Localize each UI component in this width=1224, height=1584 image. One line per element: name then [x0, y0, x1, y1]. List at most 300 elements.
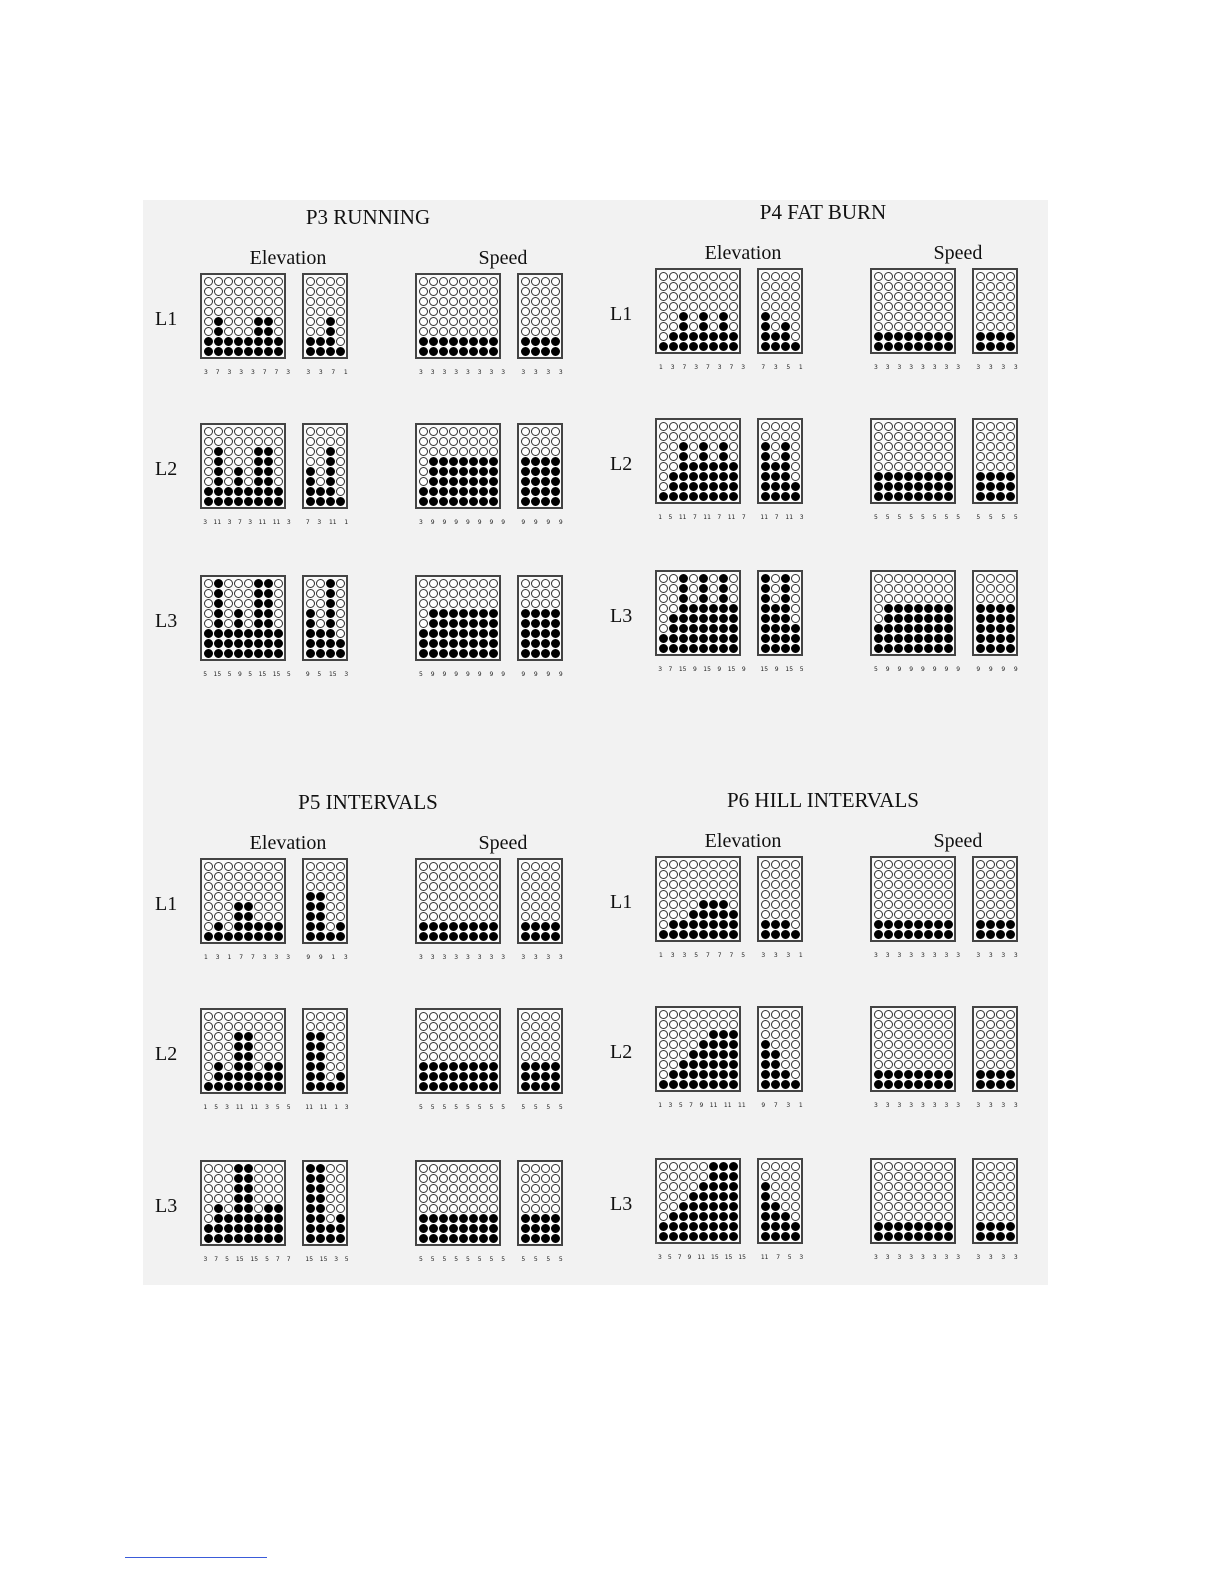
level-dot — [914, 452, 923, 461]
level-dot — [771, 1182, 780, 1191]
level-dot — [551, 589, 560, 598]
level-dot — [791, 880, 800, 889]
level-dot — [489, 922, 498, 931]
level-dot — [976, 1182, 985, 1191]
level-dot — [439, 892, 448, 901]
level-dot — [781, 890, 790, 899]
level-dot — [521, 1042, 530, 1051]
segment-value: 7 — [717, 514, 722, 521]
level-dot — [306, 912, 315, 921]
level-dot — [316, 882, 325, 891]
level-dot — [469, 599, 478, 608]
level-dot — [469, 1224, 478, 1233]
level-dot — [659, 644, 668, 653]
level-dot — [944, 1172, 953, 1181]
level-dot — [326, 1164, 335, 1173]
level-dot — [551, 1032, 560, 1041]
level-dot — [204, 327, 213, 336]
level-dot — [996, 1070, 1005, 1079]
level-dot — [986, 1020, 995, 1029]
level-dot — [924, 900, 933, 909]
level-dot — [874, 1060, 883, 1069]
level-dot — [551, 912, 560, 921]
level-dot — [316, 1174, 325, 1183]
level-dot — [996, 1050, 1005, 1059]
level-label: L2 — [610, 453, 633, 475]
speed-values — [870, 364, 964, 371]
level-dot — [521, 1214, 530, 1223]
level-dot — [874, 1192, 883, 1201]
segment-value: 11 — [305, 1104, 314, 1111]
level-dot — [791, 890, 800, 899]
level-dot — [709, 322, 718, 331]
segment-value: 1 — [658, 952, 663, 959]
level-dot — [771, 1030, 780, 1039]
level-dot — [479, 1062, 488, 1071]
level-dot — [214, 882, 223, 891]
level-dot — [771, 282, 780, 291]
level-dot — [204, 1184, 213, 1193]
level-dot — [459, 1194, 468, 1203]
level-dot — [924, 890, 933, 899]
level-dot — [689, 282, 698, 291]
level-dot — [439, 317, 448, 326]
segment-value: 3 — [761, 952, 766, 959]
level-dot — [419, 619, 428, 628]
level-dot — [944, 1222, 953, 1231]
level-dot — [531, 427, 540, 436]
segment-value: 5 — [741, 952, 746, 959]
level-dot — [224, 649, 233, 658]
level-dot — [894, 302, 903, 311]
segment-value: 3 — [885, 952, 890, 959]
segment-value: 5 — [558, 1104, 563, 1111]
level-dot — [874, 442, 883, 451]
level-dot — [479, 477, 488, 486]
speed-grid-end — [517, 1160, 563, 1246]
level-dot — [884, 422, 893, 431]
level-dot — [934, 1040, 943, 1049]
level-dot — [459, 932, 468, 941]
level-dot — [254, 872, 263, 881]
level-dot — [719, 432, 728, 441]
level-dot — [791, 1040, 800, 1049]
level-dot — [254, 287, 263, 296]
level-dot — [459, 912, 468, 921]
level-dot — [224, 337, 233, 346]
level-dot — [419, 1032, 428, 1041]
level-dot — [771, 1040, 780, 1049]
level-dot — [771, 1010, 780, 1019]
segment-value: 3 — [944, 1254, 949, 1261]
segment-value: 5 — [873, 666, 878, 673]
segment-value: 7 — [682, 364, 687, 371]
level-dot — [699, 890, 708, 899]
level-dot — [531, 1164, 540, 1173]
level-dot — [944, 860, 953, 869]
segment-value: 11 — [272, 519, 281, 526]
level-dot — [541, 1082, 550, 1091]
speed-grid-end — [972, 1006, 1018, 1092]
level-dot — [439, 579, 448, 588]
level-dot — [709, 870, 718, 879]
level-dot — [894, 1070, 903, 1079]
segment-value: 9 — [430, 671, 435, 678]
segment-value: 9 — [305, 671, 310, 678]
level-dot — [689, 900, 698, 909]
level-dot — [459, 599, 468, 608]
level-dot — [489, 892, 498, 901]
level-dot — [771, 1060, 780, 1069]
level-dot — [479, 599, 488, 608]
level-dot — [234, 649, 243, 658]
level-dot — [489, 277, 498, 286]
segment-value: 3 — [418, 954, 423, 961]
level-dot — [976, 614, 985, 623]
segment-value: 9 — [687, 1254, 692, 1261]
level-dot — [894, 442, 903, 451]
segment-value: 3 — [225, 1104, 229, 1111]
level-dot — [204, 1082, 213, 1091]
level-dot — [904, 332, 913, 341]
level-dot — [689, 482, 698, 491]
level-dot — [719, 1182, 728, 1191]
level-dot — [429, 317, 438, 326]
segment-value: 5 — [873, 514, 878, 521]
level-dot — [336, 902, 345, 911]
level-dot — [699, 860, 708, 869]
level-dot — [234, 902, 243, 911]
segment-value: 3 — [944, 952, 949, 959]
level-dot — [274, 912, 283, 921]
level-dot — [489, 457, 498, 466]
level-dot — [934, 1080, 943, 1089]
level-dot — [541, 922, 550, 931]
level-dot — [439, 639, 448, 648]
level-dot — [429, 1164, 438, 1173]
level-dot — [709, 1030, 718, 1039]
level-dot — [306, 892, 315, 901]
level-dot — [679, 1222, 688, 1231]
level-dot — [224, 609, 233, 618]
level-dot — [894, 1182, 903, 1191]
level-dot — [214, 922, 223, 931]
level-dot — [214, 1184, 223, 1193]
level-dot — [719, 594, 728, 603]
level-dot — [204, 1042, 213, 1051]
elevation-values-end — [302, 671, 352, 678]
level-dot — [551, 347, 560, 356]
level-dot — [274, 1234, 283, 1243]
level-dot — [934, 900, 943, 909]
level-dot — [996, 342, 1005, 351]
segment-value: 11 — [319, 1104, 328, 1111]
level-dot — [541, 872, 550, 881]
level-dot — [306, 902, 315, 911]
level-dot — [689, 1060, 698, 1069]
level-dot — [874, 292, 883, 301]
level-dot — [904, 422, 913, 431]
level-dot — [976, 644, 985, 653]
level-dot — [894, 900, 903, 909]
level-dot — [894, 624, 903, 633]
level-dot — [479, 639, 488, 648]
segment-value: 1 — [334, 1104, 339, 1111]
level-dot — [551, 1204, 560, 1213]
level-dot — [781, 462, 790, 471]
level-dot — [914, 272, 923, 281]
level-dot — [419, 599, 428, 608]
level-dot — [326, 1184, 335, 1193]
level-dot — [531, 277, 540, 286]
level-dot — [944, 462, 953, 471]
level-dot — [894, 492, 903, 501]
level-dot — [449, 862, 458, 871]
level-dot — [709, 482, 718, 491]
level-dot — [1006, 1202, 1015, 1211]
level-dot — [336, 629, 345, 638]
level-dot — [439, 589, 448, 598]
level-dot — [996, 890, 1005, 899]
level-dot — [419, 629, 428, 638]
level-dot — [894, 1050, 903, 1059]
level-dot — [234, 932, 243, 941]
level-dot — [679, 880, 688, 889]
level-dot — [489, 619, 498, 628]
segment-value: 3 — [976, 952, 981, 959]
level-dot — [729, 574, 738, 583]
level-dot — [479, 579, 488, 588]
level-dot — [976, 1050, 985, 1059]
level-dot — [699, 1080, 708, 1089]
level-dot — [336, 1052, 345, 1061]
level-dot — [659, 594, 668, 603]
level-dot — [659, 1080, 668, 1089]
level-dot — [204, 297, 213, 306]
level-dot — [336, 1042, 345, 1051]
level-dot — [419, 307, 428, 316]
level-dot — [541, 1012, 550, 1021]
level-dot — [669, 870, 678, 879]
level-dot — [659, 584, 668, 593]
level-dot — [244, 872, 253, 881]
level-dot — [224, 297, 233, 306]
level-dot — [924, 634, 933, 643]
level-dot — [244, 307, 253, 316]
segment-value: 11 — [235, 1104, 244, 1111]
level-dot — [479, 297, 488, 306]
segment-value: 9 — [774, 666, 779, 673]
level-dot — [934, 930, 943, 939]
level-dot — [264, 347, 273, 356]
level-dot — [659, 442, 668, 451]
level-dot — [986, 1192, 995, 1201]
level-dot — [719, 332, 728, 341]
level-dot — [459, 1022, 468, 1031]
level-dot — [429, 872, 438, 881]
level-dot — [934, 292, 943, 301]
level-dot — [316, 932, 325, 941]
level-dot — [914, 432, 923, 441]
level-dot — [551, 609, 560, 618]
level-dot — [669, 1232, 678, 1241]
elevation-grid-end — [757, 570, 803, 656]
level-dot — [439, 337, 448, 346]
level-dot — [224, 1164, 233, 1173]
level-dot — [439, 922, 448, 931]
segment-value: 9 — [501, 671, 506, 678]
level-dot — [874, 644, 883, 653]
level-dot — [669, 462, 678, 471]
level-dot — [729, 1070, 738, 1079]
level-dot — [729, 634, 738, 643]
level-dot — [669, 634, 678, 643]
level-dot — [306, 922, 315, 931]
level-dot — [761, 624, 770, 633]
level-dot — [761, 422, 770, 431]
speed-values-end — [517, 1104, 567, 1111]
level-dot — [224, 862, 233, 871]
level-dot — [449, 1012, 458, 1021]
level-dot — [244, 1194, 253, 1203]
segment-value: 5 — [275, 1104, 280, 1111]
level-dot — [996, 1020, 1005, 1029]
level-dot — [224, 1082, 233, 1091]
segment-value: 5 — [976, 514, 981, 521]
level-dot — [771, 462, 780, 471]
level-dot — [541, 1042, 550, 1051]
level-dot — [551, 922, 560, 931]
level-dot — [986, 594, 995, 603]
level-dot — [791, 452, 800, 461]
level-dot — [489, 1032, 498, 1041]
level-dot — [986, 614, 995, 623]
level-dot — [479, 317, 488, 326]
segment-value: 5 — [694, 952, 699, 959]
level-dot — [479, 619, 488, 628]
level-dot — [264, 277, 273, 286]
level-dot — [904, 624, 913, 633]
level-dot — [531, 1022, 540, 1031]
level-dot — [781, 1212, 790, 1221]
segment-value: 5 — [317, 671, 322, 678]
level-dot — [914, 1030, 923, 1039]
level-dot — [521, 1082, 530, 1091]
level-dot — [224, 1022, 233, 1031]
level-dot — [531, 497, 540, 506]
level-dot — [699, 930, 708, 939]
level-dot — [771, 1232, 780, 1241]
level-dot — [924, 482, 933, 491]
level-dot — [439, 347, 448, 356]
level-dot — [976, 342, 985, 351]
level-dot — [521, 287, 530, 296]
elevation-values-end — [757, 364, 807, 371]
level-dot — [679, 1192, 688, 1201]
level-dot — [469, 337, 478, 346]
level-dot — [679, 422, 688, 431]
segment-value: 9 — [318, 954, 323, 961]
level-dot — [709, 644, 718, 653]
level-dot — [479, 447, 488, 456]
level-dot — [449, 487, 458, 496]
level-dot — [439, 1032, 448, 1041]
segment-value: 3 — [533, 369, 538, 376]
level-dot — [689, 472, 698, 481]
level-dot — [306, 589, 315, 598]
level-dot — [761, 302, 770, 311]
level-dot — [469, 277, 478, 286]
level-dot — [791, 332, 800, 341]
level-dot — [479, 337, 488, 346]
segment-value: 9 — [454, 519, 459, 526]
level-dot — [326, 497, 335, 506]
level-dot — [659, 1192, 668, 1201]
level-dot — [894, 462, 903, 471]
level-dot — [986, 462, 995, 471]
speed-grid-end — [517, 423, 563, 509]
segment-value: 3 — [932, 1102, 937, 1109]
level-dot — [781, 1202, 790, 1211]
level-dot — [439, 487, 448, 496]
level-dot — [689, 1172, 698, 1181]
level-dot — [659, 1212, 668, 1221]
level-dot — [761, 1030, 770, 1039]
level-dot — [551, 1234, 560, 1243]
level-dot — [274, 317, 283, 326]
level-dot — [996, 910, 1005, 919]
level-dot — [439, 277, 448, 286]
level-dot — [419, 902, 428, 911]
level-dot — [204, 437, 213, 446]
level-dot — [234, 277, 243, 286]
level-dot — [326, 1022, 335, 1031]
program-title: P4 FAT BURN — [759, 200, 887, 224]
level-dot — [326, 649, 335, 658]
level-dot — [479, 1082, 488, 1091]
level-dot — [934, 1070, 943, 1079]
level-dot — [479, 892, 488, 901]
speed-values-end — [972, 364, 1022, 371]
level-dot — [459, 427, 468, 436]
segment-value: 3 — [521, 954, 526, 961]
level-dot — [894, 584, 903, 593]
level-dot — [904, 880, 913, 889]
level-dot — [449, 317, 458, 326]
level-dot — [541, 327, 550, 336]
level-dot — [469, 457, 478, 466]
level-dot — [904, 1080, 913, 1089]
level-dot — [791, 1080, 800, 1089]
level-dot — [214, 327, 223, 336]
level-dot — [204, 1194, 213, 1203]
level-dot — [679, 644, 688, 653]
level-dot — [439, 1204, 448, 1213]
segment-value: 3 — [546, 369, 551, 376]
level-dot — [531, 639, 540, 648]
level-dot — [719, 1030, 728, 1039]
level-dot — [761, 472, 770, 481]
level-dot — [551, 902, 560, 911]
level-dot — [459, 317, 468, 326]
level-dot — [551, 579, 560, 588]
level-dot — [679, 272, 688, 281]
speed-grid-end — [517, 1008, 563, 1094]
level-dot — [986, 422, 995, 431]
level-dot — [771, 594, 780, 603]
segment-value: 3 — [1001, 364, 1006, 371]
level-dot — [439, 1214, 448, 1223]
